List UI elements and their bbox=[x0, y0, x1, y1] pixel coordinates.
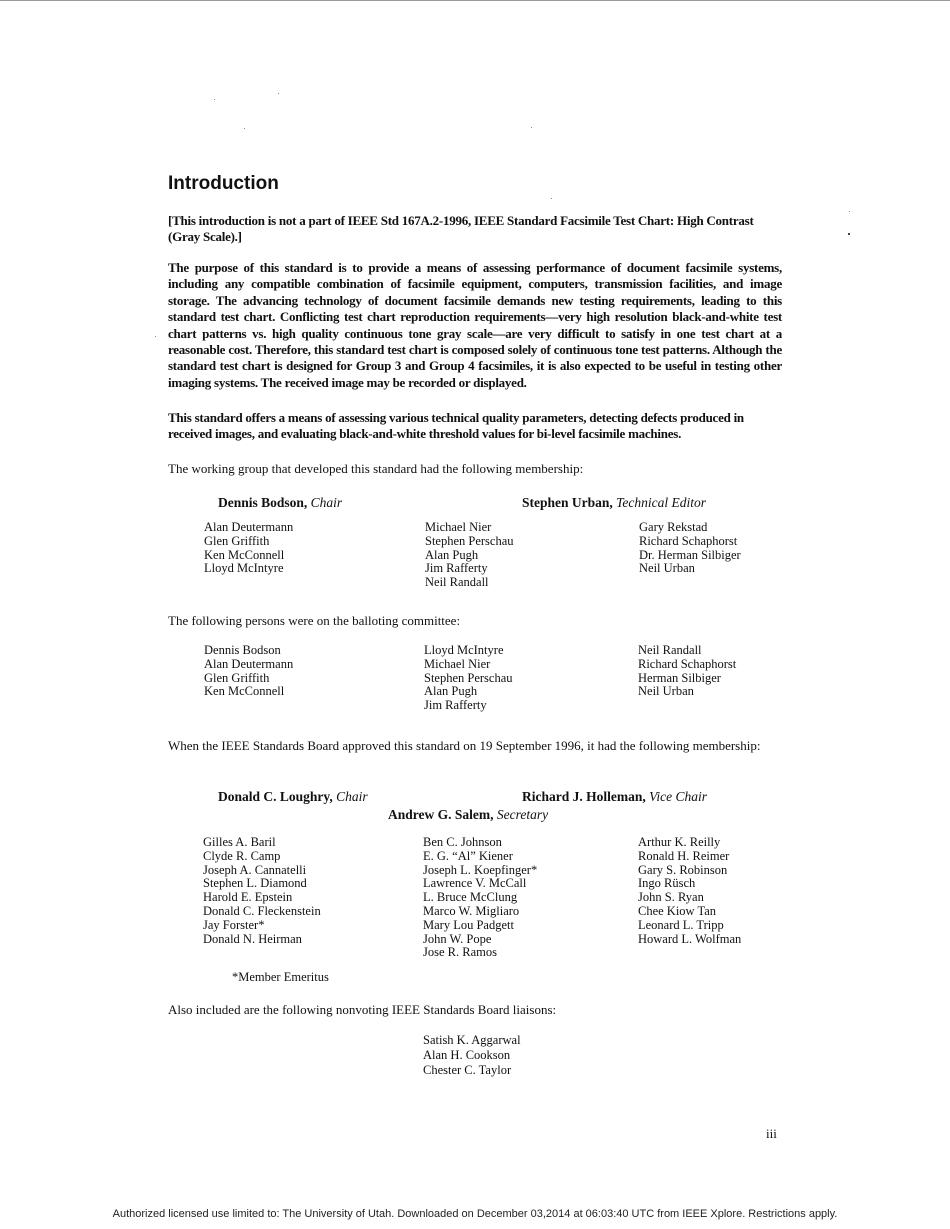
member-name: Alan Pugh bbox=[425, 547, 479, 562]
board-chair bbox=[218, 789, 368, 805]
scan-speck bbox=[551, 198, 552, 199]
vice-chair-name: Richard J. Holleman, bbox=[522, 789, 646, 804]
scan-speck bbox=[155, 336, 156, 337]
member-name: Jose R. Ramos bbox=[423, 945, 497, 960]
member-name: Joseph A. Cannatelli bbox=[203, 862, 307, 877]
member-name: Alan Deutermann bbox=[204, 520, 294, 534]
member-name: Dr. Herman Silbiger bbox=[639, 547, 741, 562]
scan-speck bbox=[531, 127, 532, 128]
member-name: Alan Pugh bbox=[424, 684, 478, 699]
board-secretary bbox=[388, 807, 548, 823]
member-name: John W. Pope bbox=[423, 931, 492, 946]
member-name: Arthur K. Reilly bbox=[638, 835, 721, 849]
license-footer: Authorized licensed use limited to: The University of Utah. Downloaded on December 03,2014 at 06:03:40 UTC from IEEE Xplore. Restrictions apply. bbox=[112, 1208, 838, 1220]
member-name: Stephen L. Diamond bbox=[203, 876, 307, 891]
member-name: Chee Kiow Tan bbox=[638, 903, 717, 918]
working-group-intro: The working group that developed this standard had the following membership: bbox=[168, 461, 584, 476]
working-group-editor bbox=[522, 495, 706, 511]
member-name: Gilles A. Baril bbox=[203, 835, 276, 849]
member-name: Richard Schaphorst bbox=[638, 656, 737, 671]
member-name: Ronald H. Reimer bbox=[638, 848, 730, 863]
liaison-name: Chester C. Taylor bbox=[423, 1063, 512, 1077]
balloting-intro: The following persons were on the balloting committee: bbox=[168, 613, 461, 628]
member-name: Donald C. Fleckenstein bbox=[203, 903, 321, 918]
member-name: Clyde R. Camp bbox=[203, 848, 281, 863]
member-name: Donald N. Heirman bbox=[203, 931, 302, 946]
vice-chair-role: Vice Chair bbox=[649, 789, 707, 804]
working-group-chair bbox=[218, 495, 342, 511]
member-name: John S. Ryan bbox=[638, 890, 704, 905]
member-name: L. Bruce McClung bbox=[423, 890, 518, 905]
member-name: Glen Griffith bbox=[204, 533, 270, 548]
member-name: Michael Nier bbox=[425, 520, 492, 534]
scan-speck bbox=[244, 128, 245, 129]
liaison-name: Satish K. Aggarwal bbox=[423, 1033, 521, 1047]
chair-name: Dennis Bodson, bbox=[218, 495, 308, 510]
member-name: Neil Randall bbox=[638, 643, 702, 657]
editor-role: Technical Editor bbox=[616, 495, 707, 510]
member-name: Jim Rafferty bbox=[424, 698, 487, 713]
purpose-paragraph: The purpose of this standard is to provide a means of assessing performance of document facsimile systems, including any compatible combination of facsimile equipment, computers, transmission facilities, and image storage. The advancing technology of document facsimile demands new testing requirements, leading to this standard test chart. Conflicting test chart reproduction requirements—very high resolution black-and-white test chart patterns vs. high quality continuous tone gray scale—are very difficult to satisfy in one test chart at a reasonable cost. Therefore, this standard test chart is composed solely of continuous tone test patterns. Although the standard test chart is designed for Group 3 and Group 4 facsimiles, it is also expected to be useful in testing other imaging systems. The received image may be recorded or displayed. bbox=[168, 260, 782, 390]
member-name: Lawrence V. McCall bbox=[423, 876, 527, 891]
board-vice-chair bbox=[522, 789, 707, 805]
working-group-column-3 bbox=[639, 521, 849, 576]
member-name: Marco W. Migliaro bbox=[423, 903, 520, 918]
member-name: E. G. “Al” Kiener bbox=[423, 848, 513, 863]
member-name: Gary S. Robinson bbox=[638, 862, 728, 877]
member-name: Glen Griffith bbox=[204, 670, 270, 685]
member-name: Herman Silbiger bbox=[638, 670, 721, 685]
secretary-name: Andrew G. Salem, bbox=[388, 807, 494, 822]
liaisons-intro: Also included are the following nonvoting IEEE Standards Board liaisons: bbox=[168, 1002, 557, 1017]
member-name: Neil Urban bbox=[638, 684, 694, 699]
member-name: Michael Nier bbox=[424, 656, 491, 671]
member-name: Howard L. Wolfman bbox=[638, 931, 742, 946]
working-group-column-2 bbox=[425, 521, 635, 590]
member-name: Neil Urban bbox=[639, 561, 695, 576]
member-name: Alan Deutermann bbox=[204, 656, 294, 671]
member-name: Stephen Perschau bbox=[424, 670, 513, 685]
member-name: Stephen Perschau bbox=[425, 533, 514, 548]
member-name: Leonard L. Tripp bbox=[638, 917, 724, 932]
page-title: Introduction bbox=[168, 173, 279, 194]
editor-name: Stephen Urban, bbox=[522, 495, 613, 510]
scan-speck bbox=[278, 93, 279, 94]
page-number: iii bbox=[766, 1126, 777, 1141]
board-column-1 bbox=[203, 836, 413, 946]
balloting-column-1 bbox=[204, 644, 414, 699]
liaisons-list bbox=[423, 1033, 633, 1078]
member-name: Richard Schaphorst bbox=[639, 533, 738, 548]
member-name: Gary Rekstad bbox=[639, 520, 708, 534]
liaison-name: Alan H. Cookson bbox=[423, 1048, 511, 1062]
scan-speck bbox=[214, 99, 215, 100]
scan-speck bbox=[848, 233, 850, 235]
member-name: Ken McConnell bbox=[204, 684, 285, 699]
chair-role: Chair bbox=[336, 789, 368, 804]
member-name: Jim Rafferty bbox=[425, 561, 488, 576]
member-name: Ben C. Johnson bbox=[423, 835, 502, 849]
balloting-column-2 bbox=[424, 644, 634, 713]
member-name: Lloyd McIntyre bbox=[424, 643, 504, 657]
board-column-3 bbox=[638, 836, 848, 946]
working-group-column-1 bbox=[204, 521, 414, 576]
member-name: Mary Lou Padgett bbox=[423, 917, 514, 932]
member-name: Joseph L. Koepfinger* bbox=[423, 862, 538, 877]
page-top-border bbox=[0, 0, 950, 1]
balloting-column-3 bbox=[638, 644, 848, 699]
member-name: Dennis Bodson bbox=[204, 643, 281, 657]
member-emeritus-note: *Member Emeritus bbox=[232, 970, 329, 984]
chair-name: Donald C. Loughry, bbox=[218, 789, 333, 804]
board-intro: When the IEEE Standards Board approved this standard on 19 September 1996, it had the following membership: bbox=[168, 738, 761, 753]
introduction-note: [This introduction is not a part of IEEE Std 167A.2-1996, IEEE Standard Facsimile Test Chart: High Contrast (Gray Scale).] bbox=[168, 213, 754, 245]
member-name: Lloyd McIntyre bbox=[204, 561, 284, 576]
member-name: Neil Randall bbox=[425, 575, 489, 590]
scope-paragraph: This standard offers a means of assessing various technical quality parameters, detecting defects produced in received images, and evaluating black-and-white threshold values for bi-level facsimile machines. bbox=[168, 410, 744, 442]
scan-speck bbox=[849, 211, 850, 212]
member-name: Harold E. Epstein bbox=[203, 890, 293, 905]
chair-role: Chair bbox=[310, 495, 343, 510]
member-name: Jay Forster* bbox=[203, 917, 265, 932]
member-name: Ingo Rüsch bbox=[638, 876, 696, 891]
secretary-role: Secretary bbox=[496, 807, 549, 822]
member-name: Ken McConnell bbox=[204, 547, 285, 562]
board-column-2 bbox=[423, 836, 633, 960]
